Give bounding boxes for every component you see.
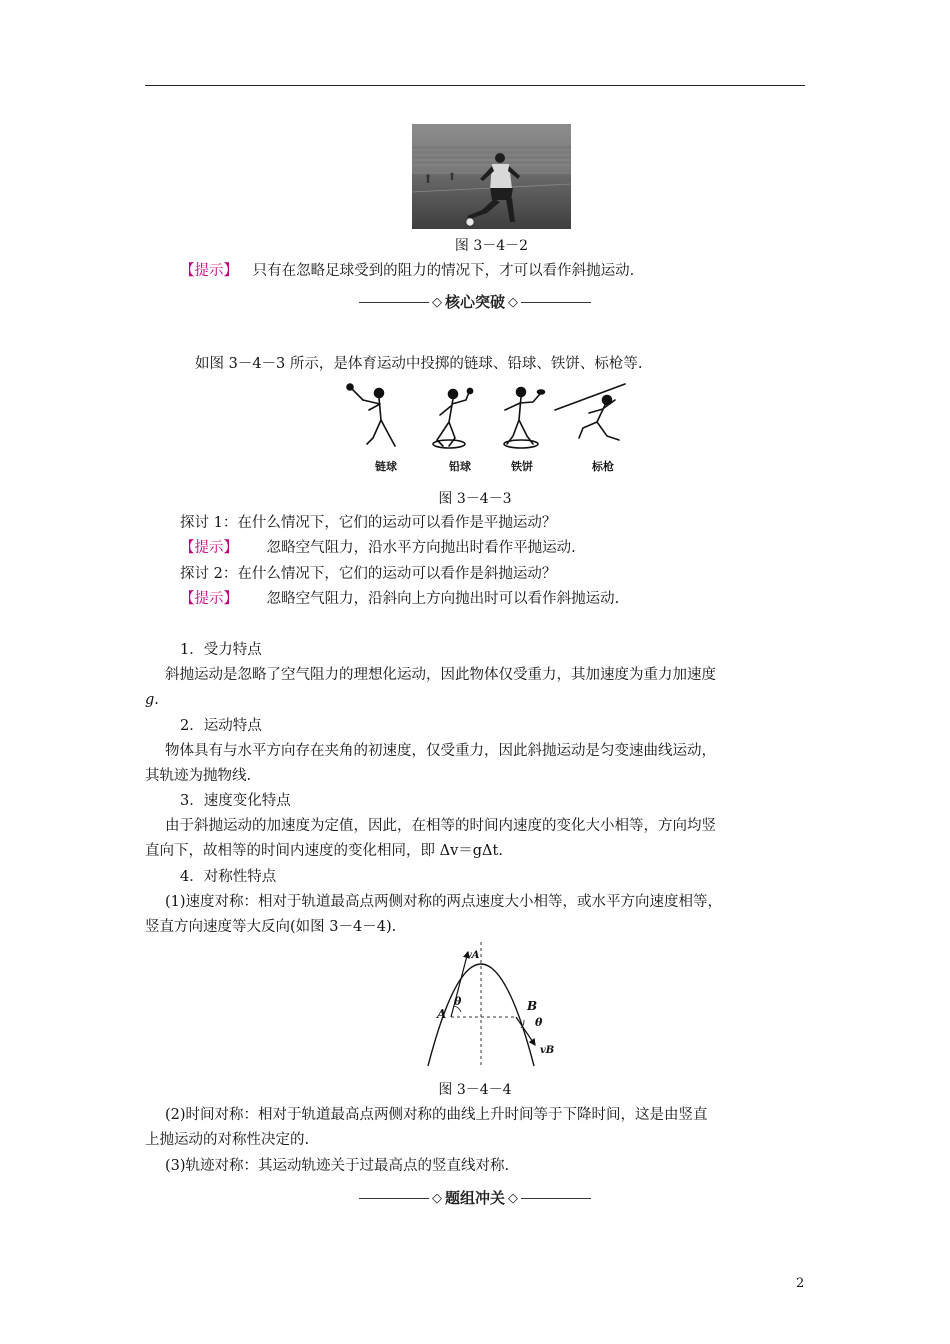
diagram-caption: 图 3－4－4 [438,1082,512,1098]
point-4-sub-3: (3)轨迹对称：其运动轨迹关于过最高点的竖直线对称. [165,1158,510,1174]
diamond-icon: ◇ [508,1191,518,1206]
diamond-icon: ◇ [431,1191,442,1206]
point-4-sub-2-line-2: 上抛运动的对称性决定的. [145,1132,310,1148]
label-B: B [527,999,538,1013]
point-4-title: 4．对称性特点 [180,869,277,885]
label-theta-left: θ [454,995,462,1008]
hint-1 [180,261,634,281]
point-2-line-2: 其轨迹为抛物线. [145,768,252,784]
label-vA: vA [466,950,480,961]
section-header-core [0,291,950,312]
label-vB: vB [540,1045,555,1056]
point-3-line-2: 直向下，故相等的时间内速度的变化相同，即 Δv＝gΔt. [145,843,503,859]
velocity-vector-b [516,1017,535,1045]
label-A: A [437,1007,447,1021]
point-1-line-2: g. [145,692,159,708]
point-1-title: 1．受力特点 [180,642,262,658]
hint-tag: 【提示】 [180,591,238,607]
diamond-icon: ◇ [431,295,442,310]
page-number: 2 [796,1276,805,1291]
point-2-title: 2．运动特点 [180,718,262,734]
diamond-icon: ◇ [508,295,518,310]
point-3-line-1: 由于斜抛运动的加速度为定值，因此，在相等的时间内速度的变化大小相等，方向均竖 [165,818,716,834]
label-discus: 铁饼 [511,460,533,473]
athletes-illustration [345,380,645,452]
soccer-photo [412,124,571,229]
section-header-practice [0,1187,950,1208]
hammer-thrower-figure [347,384,395,446]
hint-q2 [180,589,619,609]
section-line-left [359,1198,429,1199]
section-line-right [521,302,591,303]
hint-tag: 【提示】 [180,540,238,556]
hint-text: 忽略空气阻力，沿斜向上方向抛出时可以看作斜抛运动. [266,591,620,607]
athletes-caption: 图 3－4－3 [438,491,512,507]
point-4-sub-1-line-2: 竖直方向速度等大反向(如图 3－4－4). [145,919,397,935]
label-javelin: 标枪 [592,460,614,473]
section-title: 题组冲关 [444,1189,505,1207]
photo-caption: 图 3－4－2 [454,238,529,254]
point-4-sub-1-line-1: (1)速度对称：相对于轨道最高点两侧对称的两点速度大小相等，或水平方向速度相等， [165,894,723,910]
label-hammer: 链球 [375,460,397,473]
intro-paragraph: 如图 3－4－3 所示，是体育运动中投掷的链球、铅球、铁饼、标枪等. [195,356,643,372]
hint-q1 [180,538,576,558]
discus-thrower-figure [504,388,545,449]
label-theta-right: θ [535,1016,543,1029]
question-2: 探讨 2：在什么情况下，它们的运动可以看作是斜抛运动？ [180,566,557,582]
point-1-line-1: 斜抛运动是忽略了空气阻力的理想化运动，因此物体仅受重力，其加速度为重力加速度 [165,667,716,683]
point-3-title: 3．速度变化特点 [180,793,291,809]
section-title: 核心突破 [444,293,505,311]
section-line-left [359,302,429,303]
point-2-line-1: 物体具有与水平方向存在夹角的初速度，仅受重力，因此斜抛运动是匀变速曲线运动， [165,743,716,759]
javelin-thrower-figure [555,384,625,440]
hint-tag: 【提示】 [180,263,238,279]
point-4-sub-2-line-1: (2)时间对称：相对于轨道最高点两侧对称的曲线上升时间等于下降时间，这是由竖直 [165,1107,708,1123]
question-1: 探讨 1：在什么情况下，它们的运动可以看作是平抛运动？ [180,515,557,531]
header-rule [145,85,805,86]
section-line-right [521,1198,591,1199]
hint-text: 忽略空气阻力，沿水平方向抛出时看作平抛运动. [266,540,576,556]
label-shot: 铅球 [449,460,471,473]
shot-putter-figure [433,388,473,448]
hint-text: 只有在忽略足球受到的阻力的情况下，才可以看作斜抛运动. [252,263,635,279]
